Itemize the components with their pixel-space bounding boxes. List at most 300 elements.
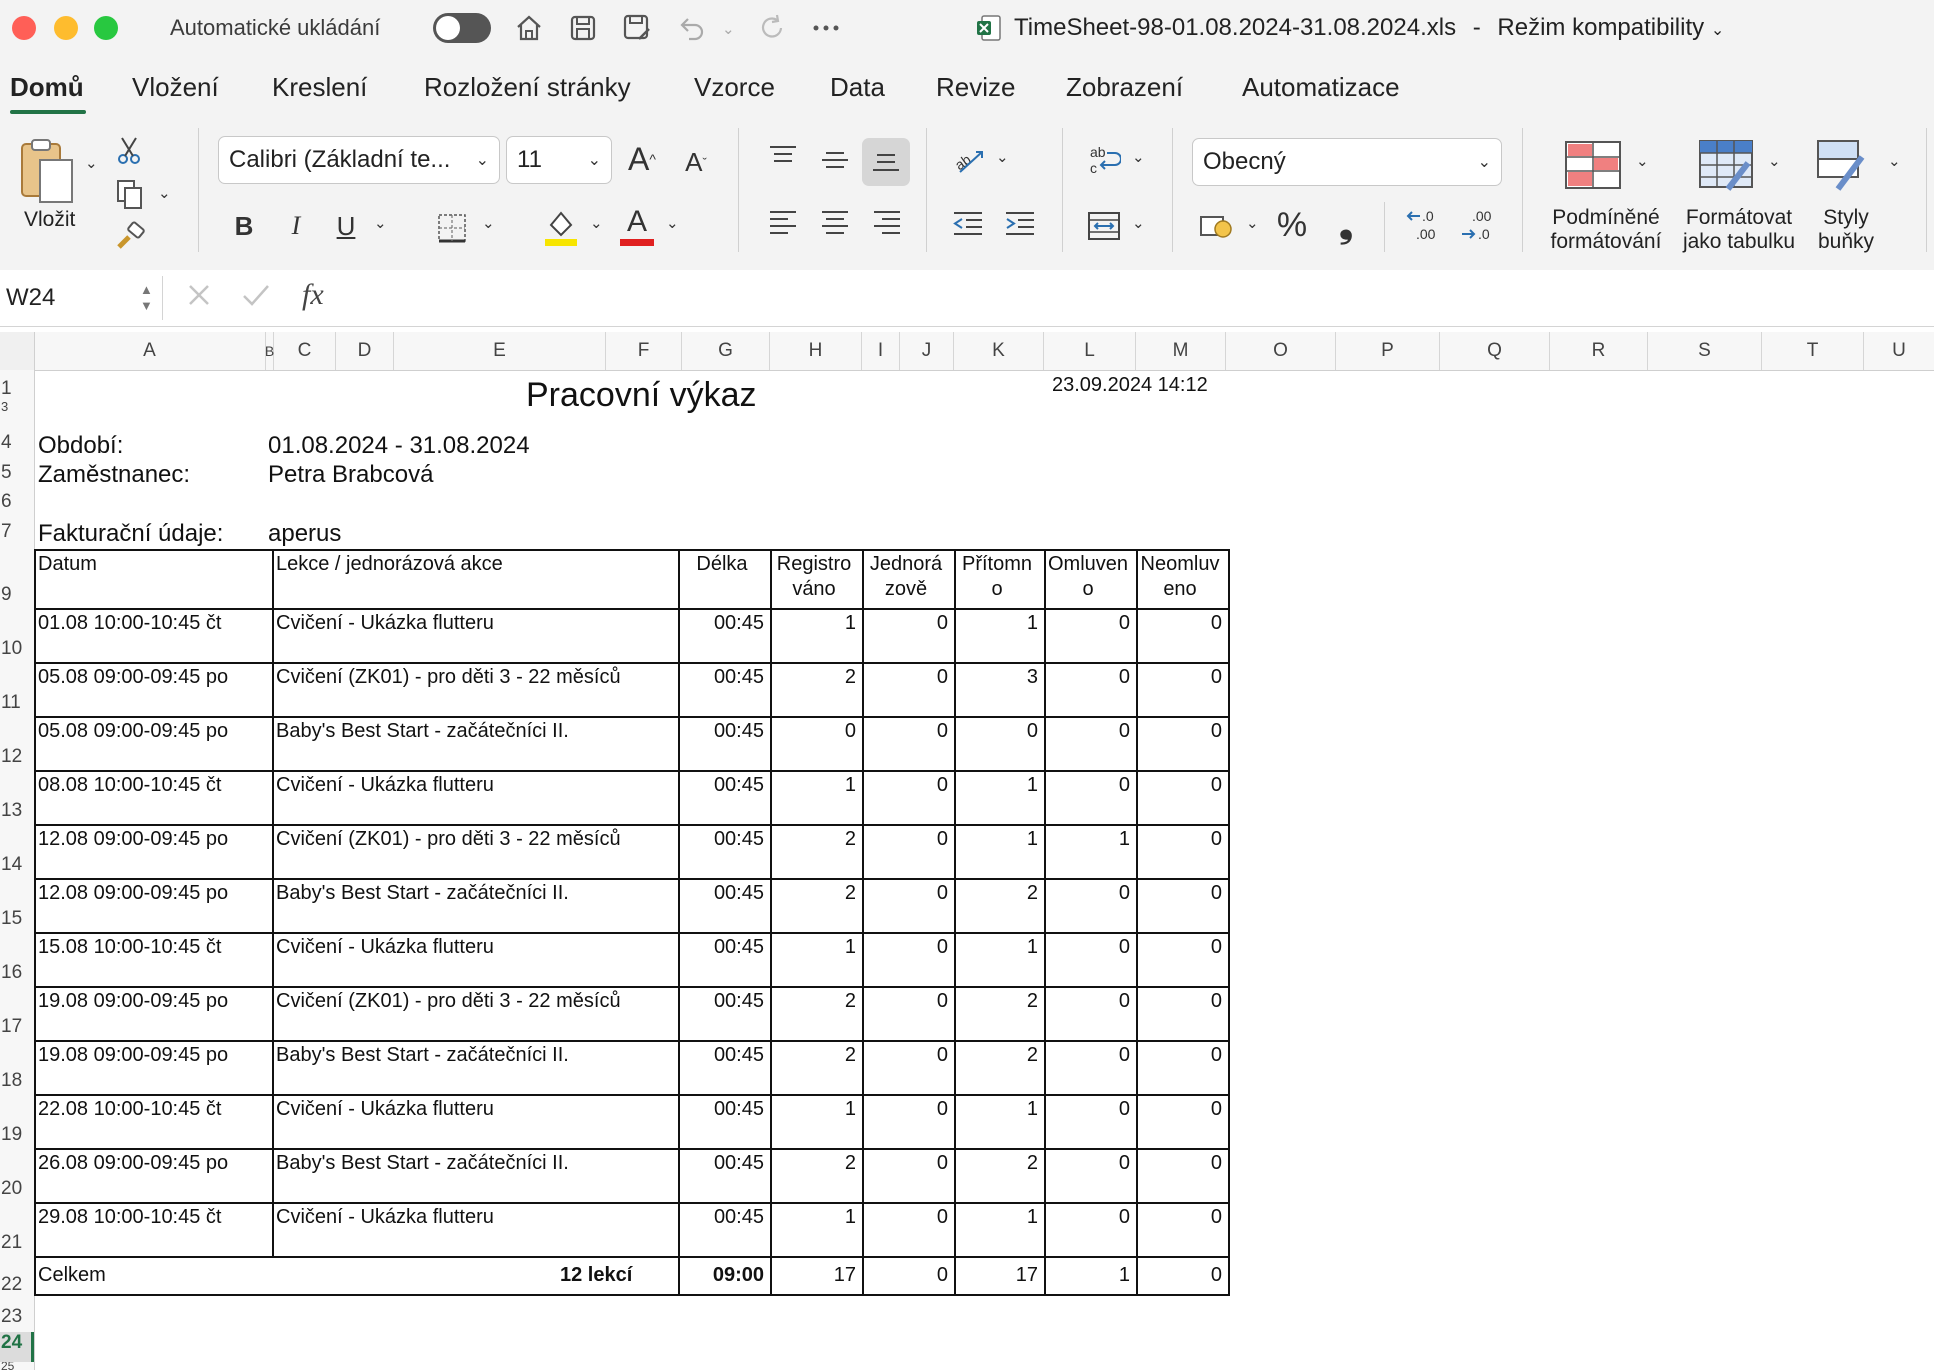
- increase-font-size-icon[interactable]: A ^: [628, 140, 656, 177]
- total-present: 17: [1015, 1264, 1038, 1286]
- header-unexcused: Neomluv eno: [1140, 553, 1220, 600]
- cell-unexcused: 0: [1210, 882, 1222, 904]
- column-header-g[interactable]: G: [682, 332, 770, 370]
- title-separator: -: [1472, 14, 1481, 41]
- fill-color-dropdown-chevron-icon[interactable]: ⌄: [590, 215, 603, 232]
- cell-duration: 00:45: [713, 666, 764, 688]
- format-as-table-chevron-icon[interactable]: ⌄: [1768, 153, 1781, 170]
- ribbon-separator: [1926, 128, 1927, 252]
- cell-excused: 0: [1118, 1152, 1130, 1174]
- title-chevron-down-icon[interactable]: ⌄: [1710, 22, 1725, 39]
- format-painter-icon[interactable]: [112, 218, 148, 254]
- cut-scissors-icon[interactable]: [112, 134, 146, 168]
- font-color-icon[interactable]: [616, 200, 658, 252]
- cell-styles-icon[interactable]: [1812, 138, 1874, 194]
- cell-duration: 00:45: [713, 882, 764, 904]
- cell-unexcused: 0: [1210, 1044, 1222, 1066]
- header-registered: Registro váno: [776, 553, 852, 600]
- align-right-icon[interactable]: [868, 204, 906, 240]
- cell-unexcused: 0: [1210, 990, 1222, 1012]
- column-header-e[interactable]: E: [394, 332, 606, 370]
- cell-present: 1: [1026, 774, 1038, 796]
- row-header[interactable]: 16: [1, 962, 23, 983]
- cell-unexcused: 0: [1210, 612, 1222, 634]
- font-size-select[interactable]: [506, 136, 612, 184]
- total-one-time: 0: [936, 1264, 948, 1286]
- cell-registered: 2: [844, 990, 856, 1012]
- copy-dropdown-chevron-icon[interactable]: ⌄: [158, 185, 171, 202]
- cell-registered: 1: [844, 936, 856, 958]
- cell-date: 05.08 09:00-09:45 po: [38, 720, 229, 742]
- cell-duration: 00:45: [713, 990, 764, 1012]
- cell-present: 2: [1026, 990, 1038, 1012]
- row-header[interactable]: 14: [1, 854, 23, 875]
- cell-date: 12.08 09:00-09:45 po: [38, 828, 229, 850]
- cell-excused: 1: [1118, 828, 1130, 850]
- column-header-m[interactable]: M: [1136, 332, 1226, 370]
- decrease-decimal-icon[interactable]: [1458, 204, 1500, 248]
- svg-text:.00: .00: [1472, 208, 1492, 224]
- align-middle-icon[interactable]: [816, 142, 854, 178]
- align-left-icon[interactable]: [764, 204, 802, 240]
- cell-unexcused: 0: [1210, 720, 1222, 742]
- cell-registered: 1: [844, 612, 856, 634]
- table-border: [34, 1040, 1230, 1042]
- font-name-value: Calibri (Základní te...: [229, 146, 451, 173]
- decrease-font-size-icon[interactable]: A ˇ: [685, 146, 707, 177]
- table-border: [34, 932, 1230, 934]
- bold-button[interactable]: B: [234, 210, 254, 241]
- svg-text:c: c: [1090, 160, 1097, 176]
- row-header[interactable]: 20: [1, 1178, 23, 1199]
- total-excused: 1: [1118, 1264, 1130, 1286]
- column-header-s[interactable]: S: [1648, 332, 1762, 370]
- autosave-label: Automatické ukládání: [170, 15, 381, 40]
- total-label: Celkem: [38, 1264, 106, 1286]
- cell-one-time: 0: [936, 1152, 948, 1174]
- wrap-text-icon[interactable]: [1082, 140, 1126, 180]
- decrease-font-glyph: A: [685, 146, 703, 177]
- cell-lesson: Baby's Best Start - začátečníci II.: [276, 720, 569, 742]
- generated-timestamp: 23.09.2024 14:12: [1052, 374, 1208, 396]
- excel-file-icon: [976, 14, 1002, 42]
- row-header[interactable]: 25: [1, 1362, 15, 1370]
- cell-present: 2: [1026, 1152, 1038, 1174]
- cell-one-time: 0: [936, 828, 948, 850]
- tab-insert[interactable]: Vložení: [132, 72, 219, 102]
- row-header[interactable]: 23: [1, 1306, 23, 1327]
- table-border: [34, 662, 1230, 664]
- cell-date: 29.08 10:00-10:45 čt: [38, 1206, 222, 1228]
- table-border: [34, 770, 1230, 772]
- increase-font-glyph: A: [628, 140, 650, 177]
- underline-button[interactable]: U: [336, 210, 356, 241]
- cell-registered: 0: [844, 720, 856, 742]
- billing-label: Fakturační údaje:: [38, 520, 224, 547]
- window-title: [1014, 14, 1724, 42]
- cell-lesson: Cvičení - Ukázka flutteru: [276, 1206, 494, 1228]
- table-border: [34, 986, 1230, 988]
- format-as-table-label-line2: jako tabulku: [1682, 230, 1796, 253]
- cell-unexcused: 0: [1210, 828, 1222, 850]
- column-header-u[interactable]: U: [1892, 340, 1906, 361]
- ribbon-separator: [1384, 202, 1385, 252]
- cell-unexcused: 0: [1210, 666, 1222, 688]
- tab-home[interactable]: Domů: [10, 72, 84, 102]
- total-lessons: 12 lekcí: [560, 1264, 633, 1286]
- row-header[interactable]: 3: [1, 402, 9, 412]
- cell-lesson: Cvičení (ZK01) - pro děti 3 - 22 měsíců: [276, 990, 621, 1012]
- tab-view[interactable]: Zobrazení: [1066, 72, 1184, 102]
- merge-center-chevron-icon[interactable]: ⌄: [1132, 215, 1145, 232]
- svg-text:.0: .0: [1478, 226, 1490, 242]
- billing-value: aperus: [268, 520, 342, 547]
- paste-label: Vložit: [24, 208, 76, 231]
- cell-registered: 2: [844, 1152, 856, 1174]
- font-size-value: 11: [517, 146, 542, 173]
- conditional-formatting-icon[interactable]: [1562, 138, 1624, 192]
- cell-one-time: 0: [936, 774, 948, 796]
- tab-draw[interactable]: Kreslení: [272, 72, 368, 102]
- copy-icon[interactable]: [110, 176, 150, 212]
- format-as-table-icon[interactable]: [1696, 138, 1758, 194]
- column-header-k[interactable]: K: [954, 332, 1044, 370]
- row-header[interactable]: 5: [1, 462, 12, 483]
- font-name-chevron-icon: ⌄: [475, 152, 489, 169]
- table-border: [34, 1202, 1230, 1204]
- cell-one-time: 0: [936, 1206, 948, 1228]
- cell-present: 1: [1026, 612, 1038, 634]
- cell-lesson: Baby's Best Start - začátečníci II.: [276, 882, 569, 904]
- row-header[interactable]: 18: [1, 1070, 23, 1091]
- row-header[interactable]: 9: [1, 584, 12, 605]
- increase-indent-icon[interactable]: [1000, 204, 1040, 244]
- paste-clipboard-icon[interactable]: [18, 138, 80, 208]
- row-headers: [0, 370, 35, 1370]
- fill-color-icon[interactable]: [540, 204, 582, 252]
- column-header-t[interactable]: T: [1762, 332, 1864, 370]
- save-as-icon[interactable]: [619, 10, 655, 46]
- column-header-b[interactable]: B: [266, 332, 274, 370]
- cell-lesson: Cvičení - Ukázka flutteru: [276, 936, 494, 958]
- active-tab-indicator: [10, 110, 86, 114]
- table-border: [1228, 1256, 1230, 1296]
- table-border: [34, 878, 1230, 880]
- ribbon-separator: [198, 128, 199, 252]
- table-border: [34, 716, 1230, 718]
- cell-one-time: 0: [936, 882, 948, 904]
- cell-styles-label[interactable]: [1810, 206, 1882, 254]
- format-as-table-label[interactable]: [1676, 206, 1802, 254]
- row-header[interactable]: 19: [1, 1124, 23, 1145]
- cell-one-time: 0: [936, 720, 948, 742]
- cell-duration: 00:45: [713, 774, 764, 796]
- cell-registered: 2: [844, 666, 856, 688]
- cancel-entry-icon[interactable]: [184, 280, 220, 316]
- cell-present: 2: [1026, 882, 1038, 904]
- row-header[interactable]: 22: [1, 1274, 23, 1295]
- text-orientation-icon[interactable]: [946, 140, 990, 180]
- confirm-entry-icon[interactable]: [240, 280, 276, 316]
- cell-unexcused: 0: [1210, 774, 1222, 796]
- cell-lesson: Cvičení - Ukázka flutteru: [276, 612, 494, 634]
- column-header-i[interactable]: I: [862, 332, 900, 370]
- total-unexcused: 0: [1210, 1264, 1222, 1286]
- employee-value: Petra Brabcová: [268, 461, 434, 488]
- cell-duration: 00:45: [713, 612, 764, 634]
- header-one-time: Jednorá zově: [869, 553, 943, 600]
- font-size-chevron-icon: ⌄: [587, 152, 601, 169]
- cell-unexcused: 0: [1210, 1098, 1222, 1120]
- table-border: [1228, 549, 1230, 1256]
- cell-excused: 0: [1118, 936, 1130, 958]
- ribbon-separator: [926, 128, 927, 252]
- align-bottom-icon[interactable]: [862, 138, 910, 186]
- total-duration: 09:00: [712, 1264, 764, 1286]
- formula-input[interactable]: [350, 276, 1934, 320]
- borders-dropdown-chevron-icon[interactable]: ⌄: [482, 215, 495, 232]
- cell-unexcused: 0: [1210, 1152, 1222, 1174]
- number-format-select[interactable]: [1192, 138, 1502, 186]
- cell-present: 0: [1026, 720, 1038, 742]
- cell-date: 19.08 09:00-09:45 po: [38, 1044, 229, 1066]
- cell-duration: 00:45: [713, 1152, 764, 1174]
- redo-icon[interactable]: [754, 10, 790, 46]
- font-color-swatch: [620, 239, 654, 246]
- row-header[interactable]: 4: [1, 432, 12, 453]
- title-bar: [0, 0, 1934, 56]
- cell-registered: 2: [844, 1044, 856, 1066]
- column-header-a[interactable]: A: [34, 332, 266, 370]
- cell-date: 19.08 09:00-09:45 po: [38, 990, 229, 1012]
- borders-icon[interactable]: [432, 208, 472, 248]
- format-as-table-label-line1: Formátovat: [1685, 206, 1793, 229]
- row-header[interactable]: 17: [1, 1016, 23, 1037]
- cell-one-time: 0: [936, 612, 948, 634]
- conditional-formatting-label-line2: formátování: [1550, 230, 1662, 253]
- autosave-toggle[interactable]: [433, 13, 491, 43]
- row-header[interactable]: 10: [1, 638, 23, 659]
- table-border: [678, 1256, 680, 1296]
- cell-registered: 1: [844, 1098, 856, 1120]
- row-header[interactable]: 21: [1, 1232, 23, 1253]
- minimize-window-button[interactable]: [54, 16, 78, 40]
- cell-excused: 0: [1118, 720, 1130, 742]
- cell-date: 12.08 09:00-09:45 po: [38, 882, 229, 904]
- table-border: [770, 549, 772, 1256]
- cell-lesson: Cvičení (ZK01) - pro děti 3 - 22 měsíců: [276, 828, 621, 850]
- column-header-p[interactable]: P: [1336, 332, 1440, 370]
- ribbon-separator: [738, 128, 739, 252]
- cell-duration: 00:45: [713, 720, 764, 742]
- formula-bar: [0, 270, 1934, 327]
- table-border: [272, 549, 274, 1256]
- selected-row-indicator: [31, 1332, 34, 1362]
- font-color-dropdown-chevron-icon[interactable]: ⌄: [666, 215, 679, 232]
- sheet-title: Pracovní výkaz: [526, 376, 757, 414]
- name-box-value: W24: [6, 284, 56, 311]
- cell-duration: 00:45: [713, 936, 764, 958]
- underline-dropdown-chevron-icon[interactable]: ⌄: [374, 215, 387, 232]
- cell-excused: 0: [1118, 990, 1130, 1012]
- align-center-icon[interactable]: [816, 204, 854, 240]
- cell-registered: 1: [844, 774, 856, 796]
- column-header-f[interactable]: F: [606, 332, 682, 370]
- row-header[interactable]: 7: [1, 521, 12, 542]
- ribbon-tabs: [0, 56, 1934, 118]
- italic-button[interactable]: I: [291, 211, 301, 240]
- accounting-format-chevron-icon[interactable]: ⌄: [1246, 215, 1259, 232]
- cell-unexcused: 0: [1210, 1206, 1222, 1228]
- table-border: [34, 549, 1230, 551]
- cell-present: 1: [1026, 828, 1038, 850]
- home-icon[interactable]: [511, 10, 547, 46]
- table-border: [678, 549, 680, 1256]
- ribbon-separator: [1062, 128, 1063, 252]
- column-header-j[interactable]: J: [900, 332, 954, 370]
- cell-excused: 0: [1118, 666, 1130, 688]
- cell-registered: 1: [844, 1206, 856, 1228]
- table-border: [1044, 549, 1046, 1256]
- table-border: [34, 1148, 1230, 1150]
- table-border: [34, 1256, 1230, 1258]
- column-header-q[interactable]: Q: [1440, 332, 1550, 370]
- cell-styles-label-line2: buňky: [1817, 230, 1875, 253]
- font-name-select[interactable]: [218, 136, 500, 184]
- save-icon[interactable]: [565, 10, 601, 46]
- cell-lesson: Cvičení (ZK01) - pro děti 3 - 22 měsíců: [276, 666, 621, 688]
- wrap-text-chevron-icon[interactable]: ⌄: [1132, 149, 1145, 166]
- row-header[interactable]: 1: [1, 378, 12, 399]
- header-present: Přítomn o: [961, 553, 1033, 600]
- column-header-r[interactable]: R: [1550, 332, 1648, 370]
- insert-function-icon[interactable]: fx: [302, 278, 324, 311]
- increase-decimal-icon[interactable]: [1404, 204, 1446, 248]
- cell-present: 2: [1026, 1044, 1038, 1066]
- cell-present: 1: [1026, 1206, 1038, 1228]
- column-header-d[interactable]: D: [336, 332, 394, 370]
- decrease-indent-icon[interactable]: [948, 204, 988, 244]
- tab-data[interactable]: Data: [830, 72, 885, 102]
- cell-unexcused: 0: [1210, 936, 1222, 958]
- tab-automate[interactable]: Automatizace: [1242, 72, 1400, 102]
- cell-present: 1: [1026, 1098, 1038, 1120]
- tab-review[interactable]: Revize: [936, 72, 1016, 102]
- cell-lesson: Cvičení - Ukázka flutteru: [276, 1098, 494, 1120]
- number-format-value: Obecný: [1203, 148, 1286, 175]
- cell-excused: 0: [1118, 774, 1130, 796]
- cell-duration: 00:45: [713, 1044, 764, 1066]
- undo-icon[interactable]: [674, 10, 710, 46]
- number-format-chevron-icon: ⌄: [1477, 154, 1491, 171]
- cell-one-time: 0: [936, 990, 948, 1012]
- table-border: [862, 549, 864, 1256]
- table-border: [34, 608, 1230, 610]
- table-border: [1136, 549, 1138, 1256]
- cell-present: 3: [1026, 666, 1038, 688]
- accounting-format-icon[interactable]: [1196, 206, 1238, 246]
- align-top-icon[interactable]: [764, 138, 802, 174]
- zoom-window-button[interactable]: [94, 16, 118, 40]
- cell-date: 05.08 09:00-09:45 po: [38, 666, 229, 688]
- header-date: Datum: [38, 553, 97, 575]
- row-header[interactable]: 6: [1, 491, 12, 512]
- paste-dropdown-chevron-icon[interactable]: ⌄: [85, 155, 98, 172]
- table-border: [34, 1094, 1230, 1096]
- name-box[interactable]: [6, 280, 156, 316]
- table-border: [34, 1294, 1230, 1296]
- column-header-o[interactable]: O: [1226, 332, 1336, 370]
- name-box-stepper-icon[interactable]: ▲ ▼: [140, 282, 153, 313]
- text-orientation-chevron-icon[interactable]: ⌄: [996, 149, 1009, 166]
- cell-registered: 2: [844, 882, 856, 904]
- font-color-glyph: A: [626, 204, 647, 238]
- ribbon-home: [0, 118, 1934, 271]
- cell-date: 08.08 10:00-10:45 čt: [38, 774, 222, 796]
- cell-one-time: 0: [936, 936, 948, 958]
- header-lesson: Lekce / jednorázová akce: [276, 553, 503, 575]
- svg-text:ab: ab: [1090, 144, 1106, 160]
- cell-one-time: 0: [936, 1044, 948, 1066]
- conditional-formatting-label[interactable]: [1548, 206, 1664, 254]
- conditional-formatting-chevron-icon[interactable]: ⌄: [1636, 153, 1649, 170]
- table-border: [954, 549, 956, 1256]
- undo-dropdown-chevron-icon[interactable]: ⌄: [722, 21, 735, 38]
- column-header-c[interactable]: C: [274, 332, 336, 370]
- tab-page-layout[interactable]: Rozložení stránky: [424, 72, 631, 102]
- period-label: Období:: [38, 432, 124, 459]
- cell-excused: 0: [1118, 1044, 1130, 1066]
- cell-registered: 2: [844, 828, 856, 850]
- row-header-selected[interactable]: 24: [0, 1332, 34, 1362]
- ribbon-separator: [1522, 128, 1523, 252]
- cell-date: 26.08 09:00-09:45 po: [38, 1152, 229, 1174]
- cell-lesson: Baby's Best Start - začátečníci II.: [276, 1152, 569, 1174]
- cell-styles-chevron-icon[interactable]: ⌄: [1888, 153, 1901, 170]
- svg-text:ab: ab: [951, 151, 974, 174]
- file-name: TimeSheet-98-01.08.2024-31.08.2024.xls: [1014, 14, 1457, 41]
- row-header[interactable]: 13: [1, 800, 23, 821]
- column-header-h[interactable]: H: [770, 332, 862, 370]
- cell-duration: 00:45: [713, 1206, 764, 1228]
- more-options-icon[interactable]: [808, 10, 844, 46]
- tab-formulas[interactable]: Vzorce: [694, 72, 775, 102]
- comma-style-button[interactable]: ❟: [1338, 203, 1354, 245]
- header-excused: Omluven o: [1047, 553, 1129, 600]
- row-header[interactable]: 15: [1, 908, 23, 929]
- cell-date: 22.08 10:00-10:45 čt: [38, 1098, 222, 1120]
- period-value: 01.08.2024 - 31.08.2024: [268, 432, 530, 459]
- column-headers: [0, 332, 1934, 371]
- cell-lesson: Baby's Best Start - začátečníci II.: [276, 1044, 569, 1066]
- header-duration: Délka: [696, 553, 748, 575]
- cell-one-time: 0: [936, 666, 948, 688]
- column-header-l[interactable]: L: [1044, 332, 1136, 370]
- select-all-corner[interactable]: [0, 332, 35, 370]
- ribbon-separator: [1172, 128, 1173, 252]
- percent-style-button[interactable]: %: [1276, 205, 1308, 244]
- cell-excused: 0: [1118, 882, 1130, 904]
- merge-center-icon[interactable]: [1082, 206, 1126, 246]
- row-header[interactable]: 11: [1, 692, 21, 713]
- total-registered: 17: [833, 1264, 856, 1286]
- compatibility-mode[interactable]: Režim kompatibility: [1497, 14, 1705, 41]
- row-header[interactable]: 12: [1, 746, 23, 767]
- formula-bar-separator: [162, 276, 163, 320]
- toggle-knob: [436, 16, 460, 40]
- close-window-button[interactable]: [12, 16, 36, 40]
- svg-text:.00: .00: [1416, 226, 1436, 242]
